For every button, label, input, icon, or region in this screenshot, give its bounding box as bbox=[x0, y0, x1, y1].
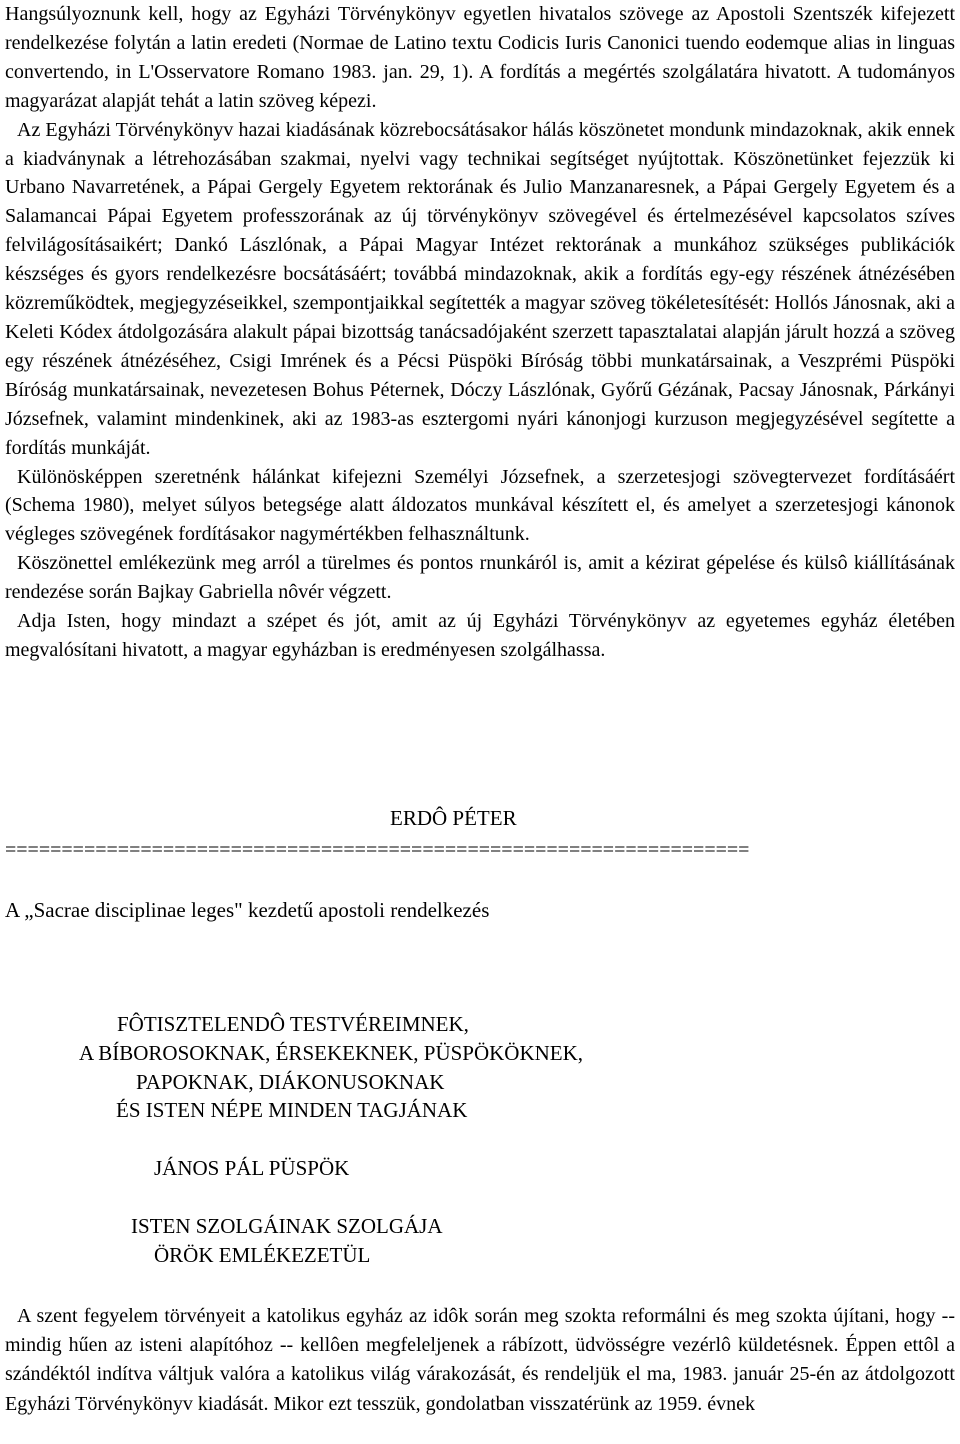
intro-text-block bbox=[5, 0, 955, 665]
closing-paragraph: A szent fegyelem törvényeit a katolikus egyház az idôk során meg szokta reformálni és meg szokta újítani, hogy -- mindig hűen az isteni alapítóhoz -- kellôen megfeleljenek a rábízott, üdvösségre vezérlô küldetésnek. Éppen ettôl a szándéktól indítva váltjuk valóra a katolikus világ várakozását, és rendeljük el ma, 1983. január 25-én az átdolgozott Egyházi Törvénykönyv kiadását. Mikor ezt tesszük, gondolatban visszatérünk az 1959. évnek bbox=[5, 1305, 955, 1415]
sender-name: JÁNOS PÁL PÜSPÖK bbox=[154, 1156, 350, 1180]
separator-line: ================================================================== bbox=[5, 839, 750, 861]
sender-formula: ÖRÖK EMLÉKEZETÜL bbox=[154, 1243, 371, 1267]
sender-title: ISTEN SZOLGÁINAK SZOLGÁJA bbox=[131, 1214, 443, 1238]
address-line-2: A BÍBOROSOKNAK, ÉRSEKEKNEK, PÜSPÖKÖKNEK, bbox=[79, 1041, 584, 1065]
paragraph-acknowledgements: Az Egyházi Törvénykönyv hazai kiadásának közrebocsátásakor hálás köszönetet mondunk mindazoknak, akik ennek a kiadványnak a létrehozásában szakmai, nyelvi vagy technikai segítséget nyújtottak. Köszönetünket fejezzük ki Urbano Navarretének, a Pápai Gergely Egyetem rektorának és Julio Manzanaresnek, a Pápai Gergely Egyetem és a Salamancai Pápai Egyetem professzorának az új törvénykönyv szövegével és értelmezésével kapcsolatos szíves felvilágosításaikért; Dankó Lászlónak, a Pápai Magyar Intézet rektorának a munkához szükséges publikációk készséges és gyors rendelkezésre bocsátásáért; továbbá mindazoknak, akik a fordítás egy-egy részének átnézésében közreműködtek, megjegyzéseikkel, szempontjaikkal segítették a magyar szöveg tökéletesítését: Hollós Jánosnak, aki a Keleti Kódex átdolgozására alakult pápai bizottság tanácsadójaként szerzett tapasztalatai alapján járult hozzá a szöveg egy részének átnézéséhez, Csigi Imrének és a Pécsi Püspöki Bíróság többi munkatársainak, a Veszprémi Püspöki Bíróság munkatársainak, nevezetesen Bohus Péternek, Dóczy Lászlónak, Győrű Gézának, Pacsay Jánosnak, Párkányi Józsefnek, valamint mindenkinek, aki az 1983-as esztergomi nyári kánonjogi kurzuson megjegyzésével segítette a fordítás munkáját. bbox=[5, 118, 955, 459]
address-line-3: PAPOKNAK, DIÁKONUSOKNAK bbox=[136, 1070, 445, 1094]
paragraph-typing-thanks: Köszönettel emlékezünk meg arról a türelmes és pontos rnunkáról is, amit a kézirat gépelése és külsô kiállításának rendezése során Bajkay Gabriella nôvér végzett. bbox=[5, 552, 955, 604]
address-line-1: FÔTISZTELENDÔ TESTVÉREIMNEK, bbox=[117, 1012, 469, 1036]
paragraph-latin-note: Hangsúlyoznunk kell, hogy az Egyházi Törvénykönyv egyetlen hivatalos szövege az Apostoli Szentszék kifejezett rendelkezése folytán a latin eredeti (Normae de Latino textu Codicis Iuris Canonici tuendo eodemque alias in linguas convertendo, in L'Osservatore Romano 1983. jan. 29, 1). A fordítás a megértés szolgálatára hivatott. A tudományos magyarázat alapját tehát a latin szöveg képezi. bbox=[5, 3, 955, 112]
paragraph-special-thanks: Különösképpen szeretnénk hálánkat kifejezni Személyi Józsefnek, a szerzetesjogi szövegtervezet fordításáért (Schema 1980), melyet súlyos betegsége alatt áldozatos munkával készített el, és amelyet a szerzetesjogi kánonok végleges szövegének fordításakor nagymértékben felhasználtunk. bbox=[5, 465, 955, 546]
signature: ERDÔ PÉTER bbox=[390, 806, 517, 830]
section-heading: A „Sacrae disciplinae leges" kezdetű apostoli rendelkezés bbox=[5, 898, 490, 922]
address-line-4: ÉS ISTEN NÉPE MINDEN TAGJÁNAK bbox=[116, 1098, 468, 1122]
paragraph-blessing: Adja Isten, hogy mindazt a szépet és jót, amit az új Egyházi Törvénykönyv az egyetemes egyház életében megvalósítani hivatott, a magyar egyházban is eredményesen szolgálhassa. bbox=[5, 610, 955, 661]
